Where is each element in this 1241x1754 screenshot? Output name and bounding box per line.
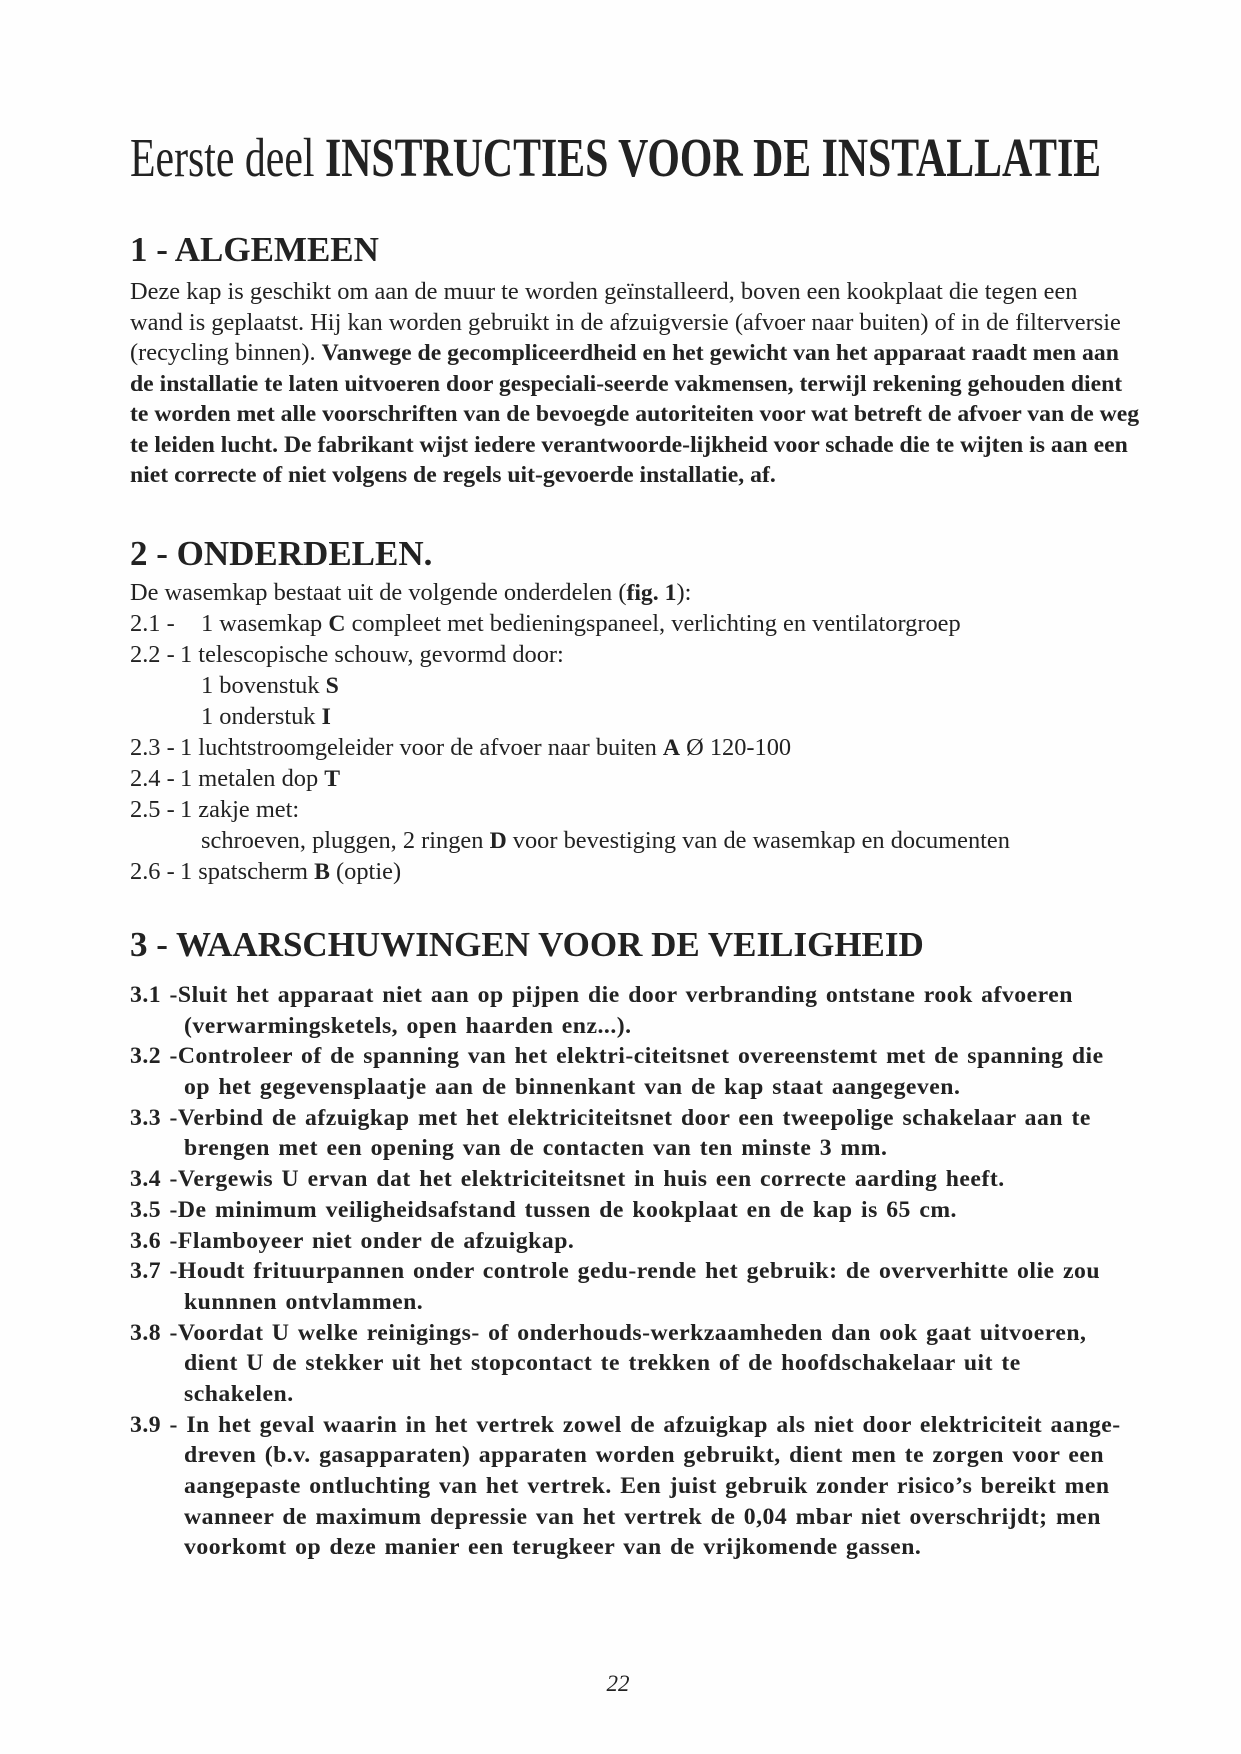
component-text: 1 luchtstroomgeleider voor de afvoer naar buiten (180, 734, 657, 761)
component-code: T (324, 766, 341, 792)
warning-3-6-line-1: 3.6 -Flamboyeer niet onder de afzuigkap. (130, 1227, 575, 1254)
section-1-line-1: Deze kap is geschikt om aan de muur te worden geïnstalleerd, boven een kookplaat die tegen een (130, 278, 1078, 305)
components-list (130, 577, 1010, 887)
section-1-heading: 1 - ALGEMEEN (130, 230, 379, 269)
component-code: B (314, 859, 330, 885)
section-2-heading: 2 - ONDERDELEN. (130, 534, 433, 573)
figure-reference: fig. 1 (626, 580, 677, 606)
warning-3-3-line-1: 3.3 -Verbind de afzuigkap met het elektriciteitsnet door een tweepolige schakelaar aan te (130, 1104, 1091, 1131)
warning-3-9-line-2: dreven (b.v. gasapparaten) apparaten worden gebruikt, dient men te zorgen voor een (184, 1442, 1105, 1469)
components-intro (130, 577, 1010, 608)
component-item-2-6 (130, 856, 1010, 887)
warning-3-1-line-1: 3.1 -Sluit het apparaat niet aan op pijpen die door verbranding ontstane rook afvoeren (130, 982, 1073, 1008)
section-1-line-7: niet correcte of niet volgens de regels uit-gevoerde installatie, af. (130, 462, 776, 488)
component-description: voor bevestiging van de wasemkap en documenten (512, 827, 1010, 854)
component-label: 2.1 - (130, 610, 175, 637)
section-1-line-5: te worden met alle voorschriften van de bevoegde autoriteiten voor wat betreft de afvoer van de weg (130, 401, 1140, 427)
warning-3-1-line-2: (verwarmingsketels, open haarden enz...). (184, 1012, 632, 1039)
component-text: 1 spatscherm (180, 858, 309, 885)
component-subitem-upper-part (130, 670, 1010, 701)
title-main: INSTRUCTIES VOOR DE INSTALLATIE (324, 127, 1102, 188)
component-text: 1 telescopische schouw, gevormd door: (180, 641, 564, 668)
component-code: D (489, 828, 507, 854)
warning-3-8-line-3: schakelen. (184, 1380, 294, 1407)
component-code: A (662, 735, 681, 761)
section-1-line-3-bold: Vanwege de gecompliceerdheid en het gewicht van het apparaat raadt men aan (321, 340, 1119, 366)
page-title-text (130, 126, 1101, 190)
component-label: 2.6 - (130, 858, 175, 885)
warning-3-8-line-2: dient U de stekker uit het stopcontact te trekken of de hoofdschakelaar uit te (184, 1350, 1021, 1377)
component-description: Ø 120-100 (686, 734, 792, 761)
section-3-heading: 3 - WAARSCHUWINGEN VOOR DE VEILIGHEID (130, 925, 924, 964)
warning-3-7-line-2: kunnnen ontvlammen. (184, 1288, 424, 1315)
warning-3-2-line-2: op het gegevensplaatje aan de binnenkant van de kap staat aangegeven. (184, 1074, 961, 1101)
component-text: 1 wasemkap (201, 610, 323, 637)
component-item-2-4 (130, 763, 1010, 794)
section-1-line-4: de installatie te laten uitvoeren door gespeciali-seerde vakmensen, terwijl rekening gehouden dient (130, 370, 1123, 397)
component-item-2-2 (130, 639, 1010, 670)
component-description: (optie) (336, 858, 402, 885)
warning-3-7-line-1: 3.7 -Houdt frituurpannen onder controle gedu-rende het gebruik: de oververhitte olie zou (130, 1258, 1101, 1285)
components-intro-text: De wasemkap bestaat uit de volgende onderdelen ( (130, 579, 627, 606)
warning-3-3-line-2: brengen met een opening van de contacten van ten minste 3 mm. (184, 1135, 888, 1162)
components-intro-end: ): (676, 579, 692, 606)
component-code: I (321, 704, 331, 730)
component-text: 1 onderstuk (201, 703, 316, 730)
component-text: 1 bovenstuk (201, 672, 320, 699)
component-text: 1 zakje met: (180, 796, 300, 823)
section-1-line-3 (130, 338, 1139, 369)
component-subitem-lower-part (130, 701, 1010, 732)
page-title (130, 126, 1241, 190)
component-code: C (328, 611, 346, 637)
section-1-paragraph (130, 277, 1139, 491)
warning-3-9-line-1: 3.9 - In het geval waarin in het vertrek zowel de afzuigkap als niet door elektriciteit aange- (130, 1411, 1121, 1438)
section-1-line-6: te leiden lucht. De fabrikant wijst iedere verantwoorde-lijkheid voor schade die te wijten is aan een (130, 431, 1128, 458)
warning-3-8-line-1: 3.8 -Voordat U welke reinigings- of onderhouds-werkzaamheden dan ook gaat uitvoeren, (130, 1319, 1087, 1346)
warning-3-9-line-5: voorkomt op deze manier een terugkeer van de vrijkomende gassen. (184, 1534, 922, 1561)
safety-warnings-list (130, 980, 1121, 1563)
warning-3-5-line-1: 3.5 -De minimum veiligheidsafstand tussen de kookplaat en de kap is 65 cm. (130, 1196, 957, 1223)
warning-3-2-line-1: 3.2 -Controleer of de spanning van het elektri-citeitsnet overeenstemt met de spanning die (130, 1043, 1104, 1070)
component-item-2-1 (130, 608, 1010, 639)
page-number: 22 (606, 1671, 630, 1696)
title-prefix: Eerste deel (130, 127, 315, 188)
component-text: schroeven, pluggen, 2 ringen (201, 827, 484, 854)
component-subitem-bag-contents (130, 825, 1010, 856)
component-code: S (325, 673, 339, 699)
component-text: 1 metalen dop (180, 765, 319, 792)
component-item-2-5 (130, 794, 1010, 825)
component-label: 2.2 - (130, 641, 175, 668)
warning-3-9-line-4: wanneer de maximum depressie van het vertrek de 0,04 mbar niet overschrijdt; men (184, 1503, 1101, 1530)
warning-3-9-line-3: aangepaste ontluchting van het vertrek. Een juist gebruik zonder risico’s bereikt men (184, 1473, 1110, 1499)
component-label: 2.4 - (130, 765, 175, 792)
component-description: compleet met bedieningspaneel, verlichting en ventilatorgroep (351, 610, 961, 637)
section-1-line-3-regular: (recycling binnen). (130, 339, 316, 366)
component-label: 2.5 - (130, 796, 175, 823)
component-item-2-3 (130, 732, 1010, 763)
section-1-line-2: wand is geplaatst. Hij kan worden gebruikt in de afzuigversie (afvoer naar buiten) of in de filterversie (130, 308, 1121, 336)
warning-3-4-line-1: 3.4 -Vergewis U ervan dat het elektriciteitsnet in huis een correcte aarding heeft. (130, 1166, 1005, 1193)
component-label: 2.3 - (130, 734, 175, 761)
